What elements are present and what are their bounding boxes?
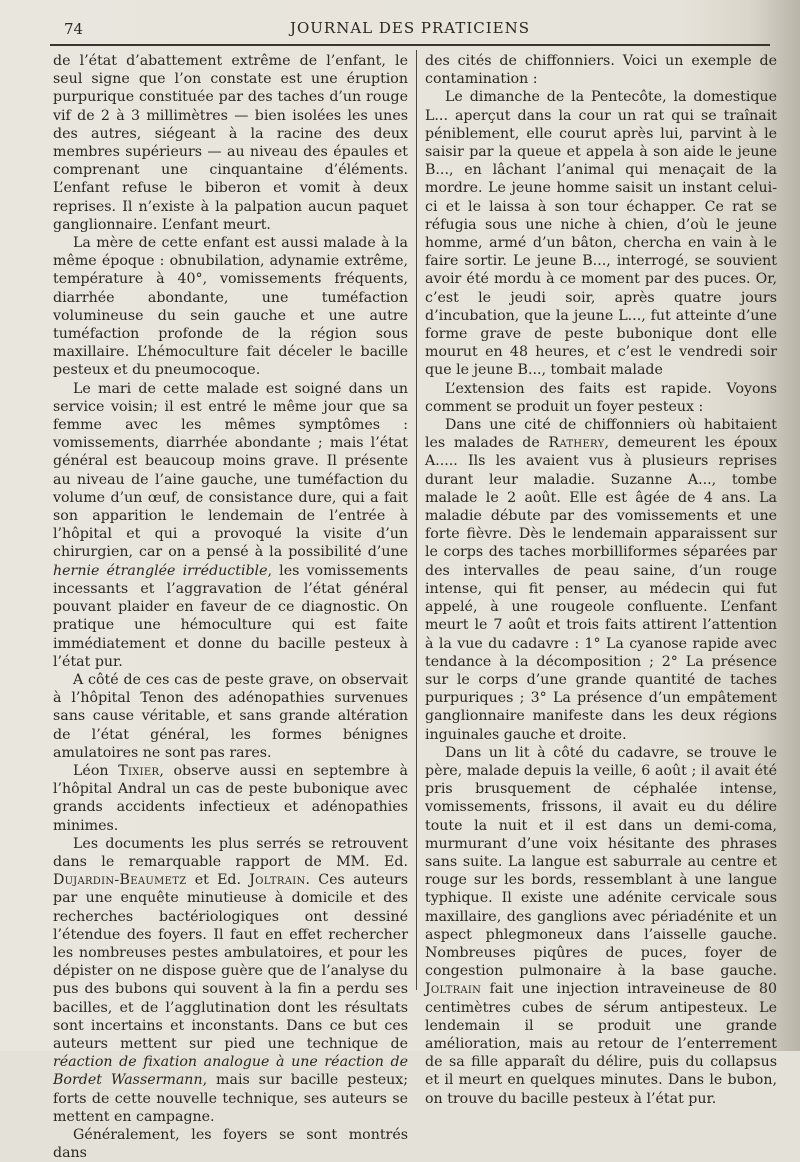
paragraph: des cités de chiffonniers. Voici un exemple de contamination : (425, 53, 777, 88)
paragraph (53, 380, 408, 671)
text-run: , observe aussi en septembre à l’hôpital Andral un cas de peste bubonique avec grands accidents infectieux et adénopathies minimes. (53, 762, 408, 834)
page-header (50, 18, 770, 46)
text-run: , demeurent les époux A..... Ils les avaient vus à plusieurs reprises durant leur maladie. Suzanne A..., tombe malade le 2 août. Elle est âgée de 4 ans. La maladie débute par des vomissements et une forte fièvre. Dès le lendemain apparaissent sur le corps des taches morbilliformes séparées par des intervalles de peau saine, d’un rouge intense, qui fit penser, au médecin qui fut appelé, à une rougeole confluente. L’enfant meurt le 7 août et trois faits attirent l’attention à la vue du cadavre : 1° La cyanose rapide avec tendance à la décomposition ; 2° La présence sur le corps d’une grande quantité de taches purpuriques ; 3° La présence d’un empâtement ganglionnaire manifeste dans les deux régions inguinales gauche et droite. (425, 435, 777, 743)
author-name: Dujardin-Beaumetz (53, 872, 187, 889)
paragraph: La mère de cette enfant est aussi malade à la même époque : obnubilation, adynamie extrême, température à 40°, vomissements fréquents, diarrhée abondante, une tuméfaction volumineuse du sein gauche et une autre tuméfaction profonde de la région sous maxillaire. L’hémoculture fait déceler le bacille pesteux et du pneumocoque. (53, 235, 408, 379)
paragraph: de l’état d’abattement extrême de l’enfant, le seul signe que l’on constate est une éruption purpurique constituée par des taches d’un rouge vif de 2 à 3 millimètres — bien isolées les unes des autres, siégeant à la racine des deux membres supérieurs — au niveau des épaules et comprenant une cinquantaine d’éléments. L’enfant refuse le biberon et vomit à deux reprises. Il n’existe à la palpation aucun paquet ganglionnaire. L’enfant meurt. (53, 53, 408, 233)
text-run: , les vomissements incessants et l’aggravation de l’état général pouvant plaider en faveur de ce diagnostic. On pratique une hémoculture qui est faite immédiatement et donne du bacille pesteux à l’état pur. (53, 562, 408, 670)
text-run: et Ed. (186, 872, 250, 889)
page-number: 74 (64, 20, 84, 38)
text-run: Dans un lit à côté du cadavre, se trouve le père, malade depuis la veille, 6 août ; il avait été pris brusquement de céphalée intense, vomissements, frissons, il avait eu du délire toute la nuit et il est dans un demi-coma, murmurant d’une voix hésitante des phrases sans suite. La langue est saburrale au centre et rouge sur les bords, ressemblant à une langue typhique. Il existe une adénite cervicale sous maxillaire, des ganglions avec périadénite et un aspect phlegmoneux dans l’aisselle gauche. Nombreuses piqûres de puces, foyer de congestion pulmonaire à la base gauche. (425, 744, 777, 980)
paragraph (425, 416, 777, 744)
paragraph (53, 835, 408, 1126)
left-column (53, 52, 408, 1162)
running-title: JOURNAL DES PRATICIENS (289, 19, 531, 37)
italic-term: réaction de fixation analogue à une réaction de Bordet Wassermann (53, 1054, 408, 1089)
paragraph: A côté de ces cas de peste grave, on observait à l’hôpital Tenon des adénopathies survenues sans cause véritable, et sans grande altération de l’état général, les formes bénignes amulatoires ne sont pas rares. (53, 671, 408, 761)
text-run: Léon (73, 762, 119, 779)
text-run: fait une injection intraveineuse de 80 centimètres cubes de sérum antipesteux. Le lendemain il se produit une grande amélioration, mais au retour de l’enterrement de sa fille apparaît du délire, puis du collapsus et il meurt en quelques minutes. Dans le bubon, on trouve du bacille pesteux à l’état pur. (425, 981, 777, 1107)
text-run: . Ces auteurs par une enquête minutieuse à domicile et des recherches bactériologiques ont dessiné l’étendue des foyers. Il faut en effet rechercher les nombreuses pestes ambulatoires, et pour les dépister on ne dispose guère que de l’analyse du pus des bubons qui souvent à la fin a perdu ses bacilles, et de l’agglutination dont les résultats sont incertains et inconstants. Dans ce but ces auteurs mettent sur pied une technique de (53, 872, 408, 1052)
author-name: Rathery (548, 435, 605, 452)
text-run: , mais sur bacille pesteux; forts de cette nouvelle technique, ses auteurs se mettent en campagne. (53, 1072, 409, 1125)
text-run: Les documents les plus serrés se retrouvent dans le remarquable rapport de MM. Ed. (53, 835, 408, 870)
text-run: Dans une cité de chiffonniers où habitaient les malades de (425, 417, 777, 452)
author-name: Tixier (118, 762, 160, 779)
paragraph (53, 762, 408, 835)
column-divider (416, 50, 417, 990)
author-name: Joltrain (425, 981, 482, 998)
paragraph: L’extension des faits est rapide. Voyons comment se produit un foyer pesteux : (425, 380, 777, 415)
italic-term: hernie étranglée irréductible (53, 562, 268, 579)
text-run: Le mari de cette malade est soigné dans un service voisin; il est entré le même jour que sa femme avec les mêmes symptômes : vomissements, diarrhée abondante ; mais l’état général est beaucoup moins grave. Il présente au niveau de l’aine gauche, une tuméfaction du volume d’un œuf, de consistance dure, qui a fait son apparition le lendemain de l’entrée à l’hôpital et qui a provoqué la visite d’un chirurgien, car on a pensé à la possibilité d’une (53, 380, 408, 561)
paragraph (425, 744, 777, 1108)
right-column (425, 52, 777, 1108)
paragraph: Le dimanche de la Pentecôte, la domestique L... aperçut dans la cour un rat qui se traînait péniblement, elle courut après lui, parvint à le saisir par la queue et appela à son aide le jeune B..., en lâchant l’animal qui menaçait de la mordre. Le jeune homme saisit un instant celui-ci et le laissa à son tour échapper. Ce rat se réfugia sous une niche à chien, d’où le jeune homme, armé d’un bâton, chercha en vain à le faire sortir. Le jeune B..., interrogé, se souvient avoir été mordu à ce moment par des puces. Or, c’est le jeudi soir, après quatre jours d’incubation, que la jeune L..., fut atteinte d’une forme grave de peste bubonique dont elle mourut en 48 heures, et c’est le vendredi soir que le jeune B..., tombait malade (425, 89, 777, 379)
author-name: Joltrain (249, 872, 306, 889)
paragraph: Généralement, les foyers se sont montrés dans (53, 1126, 408, 1162)
